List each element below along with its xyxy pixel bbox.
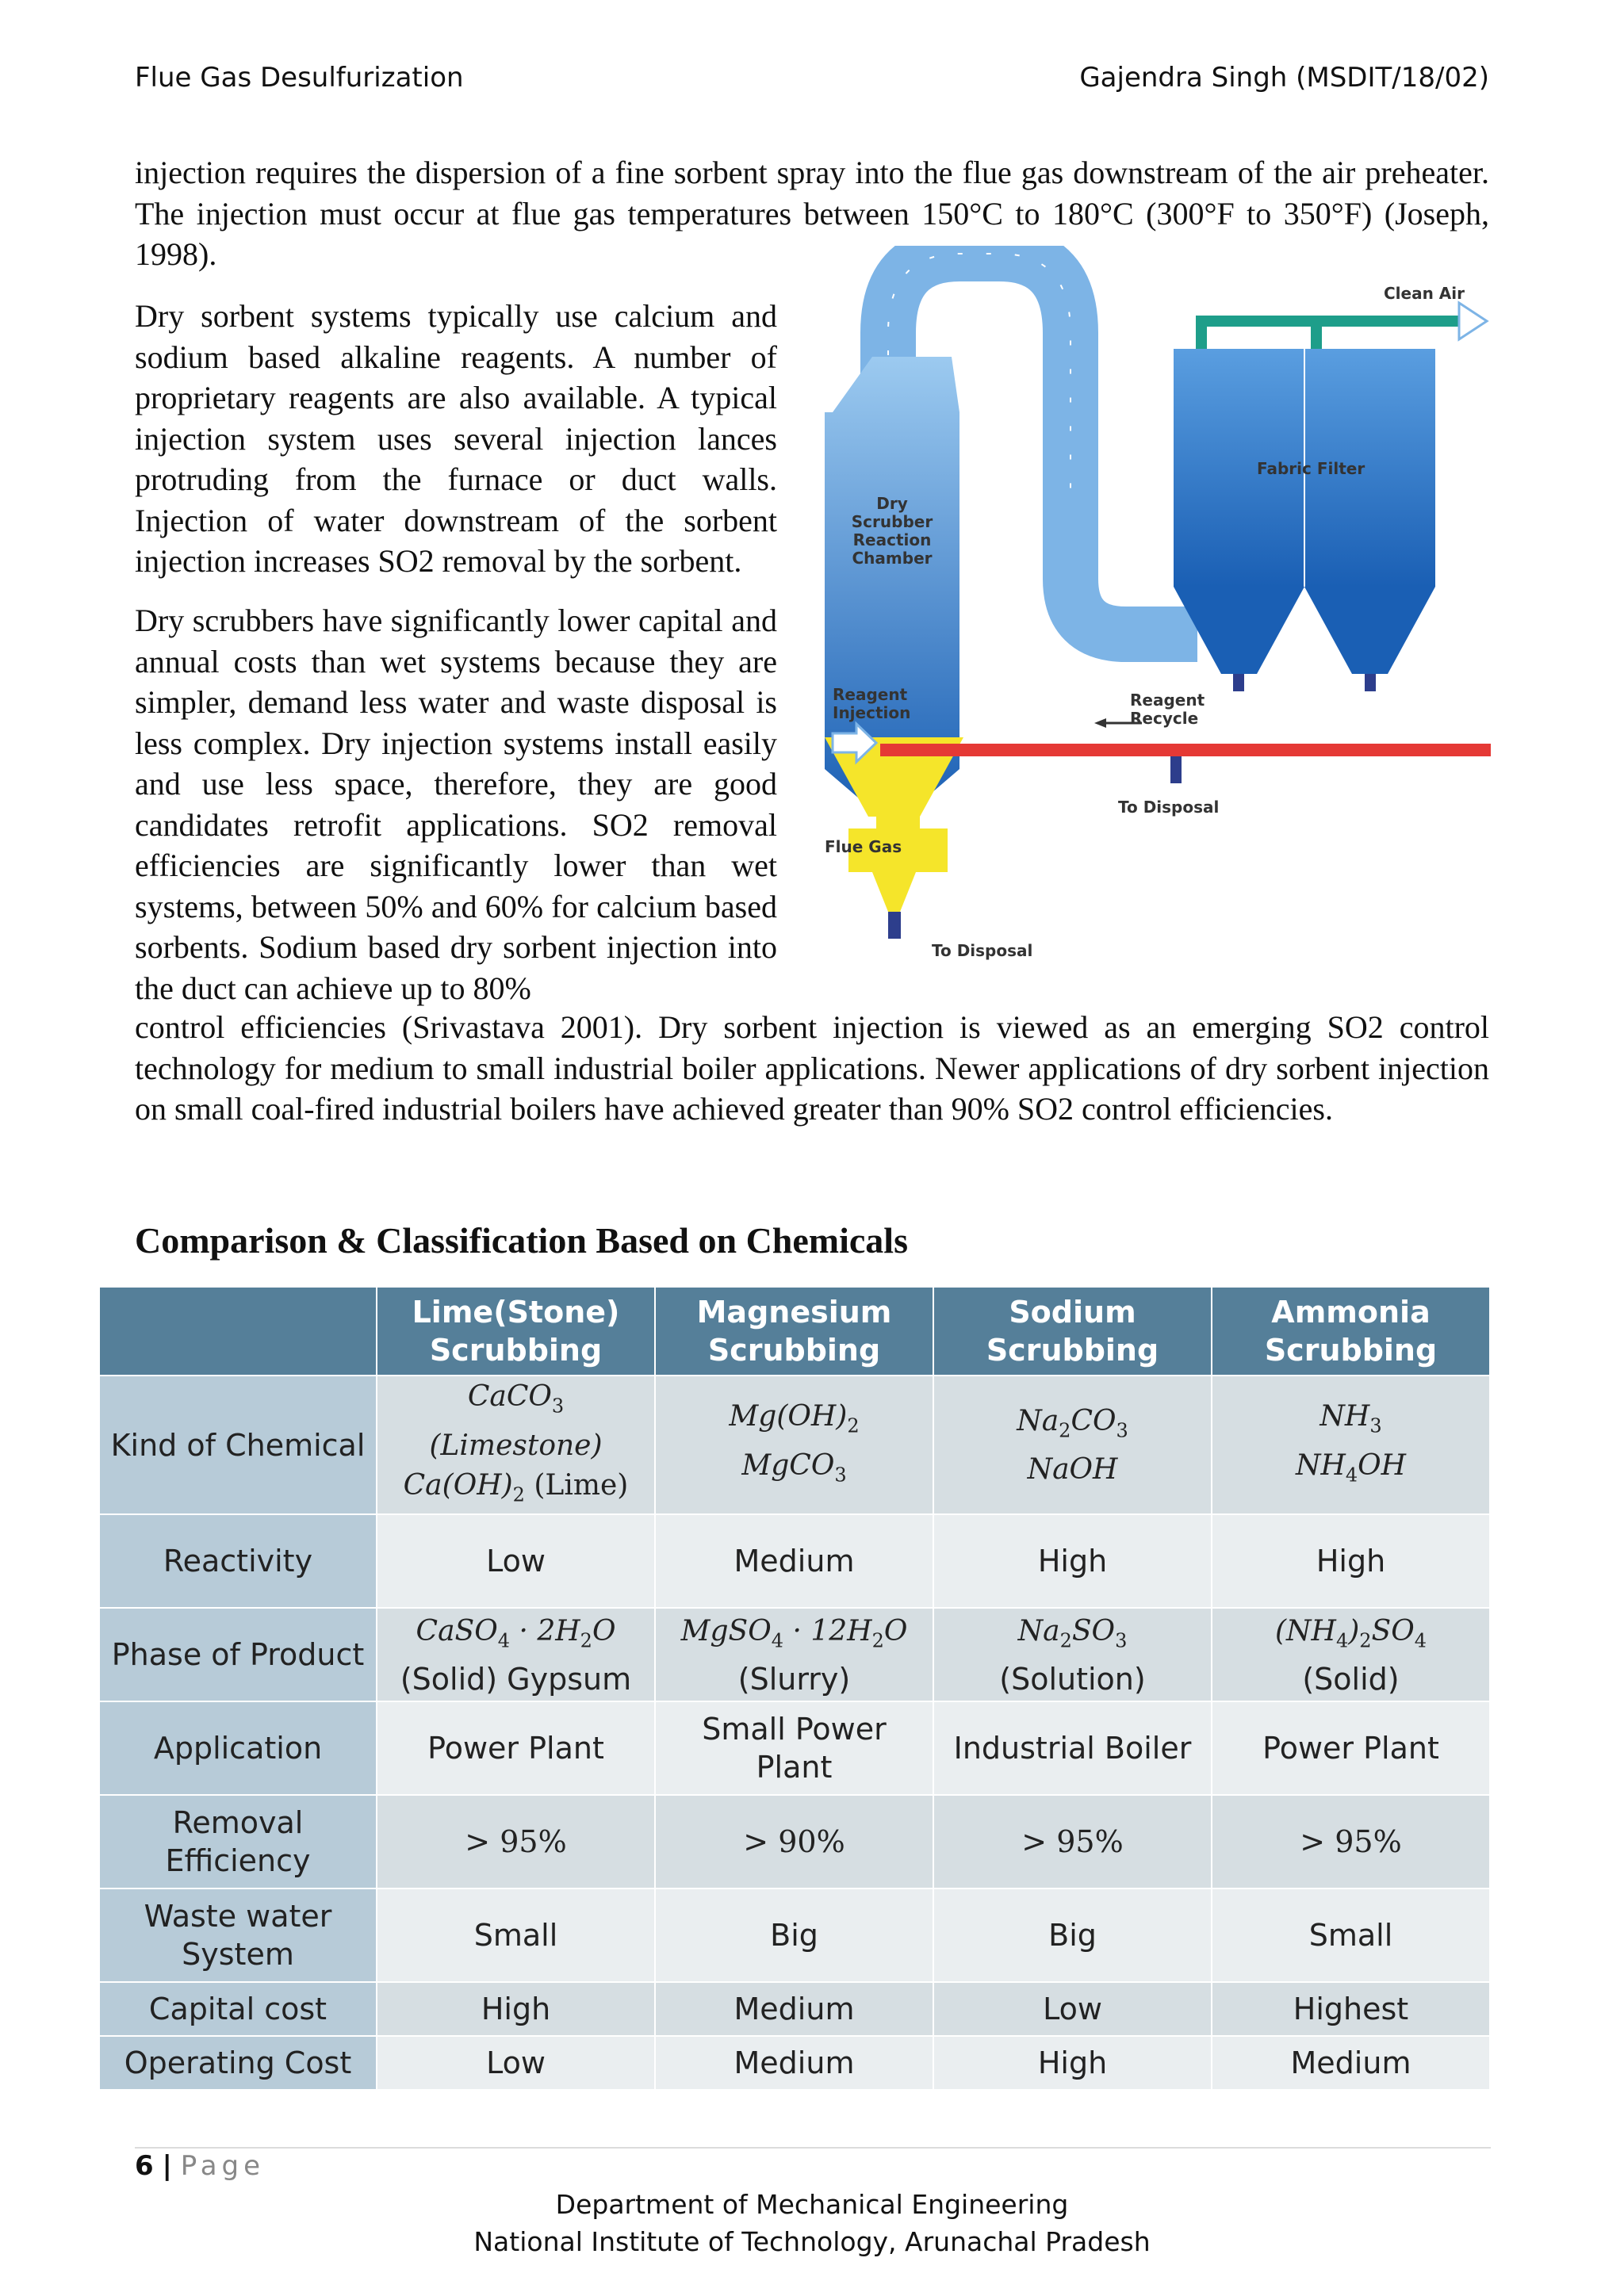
table-cell: > 90% xyxy=(655,1795,933,1888)
table-row xyxy=(99,1795,1490,1888)
row-header: Reactivity xyxy=(99,1514,377,1608)
footer-divider xyxy=(135,2147,1491,2149)
header-empty-cell xyxy=(99,1287,377,1376)
table-row xyxy=(99,1376,1490,1514)
page-number: 6 | Page xyxy=(135,2150,266,2182)
label-reagent-recycle-2: Recycle xyxy=(1130,709,1199,728)
table-cell: $(NH_4)_2SO_4$ (Solid) xyxy=(1212,1608,1490,1701)
table-cell: High xyxy=(933,1514,1212,1608)
header-author: Gajendra Singh (MSDIT/18/02) xyxy=(1079,62,1489,94)
row-header: Phase of Product xyxy=(99,1608,377,1701)
table-cell: Medium xyxy=(655,2036,933,2090)
dry-scrubber-diagram xyxy=(801,246,1491,983)
table-cell: Industrial Boiler xyxy=(933,1701,1212,1795)
label-chamber-3: Reaction xyxy=(852,530,932,549)
table-cell: High xyxy=(377,1982,655,2036)
table-cell: Medium xyxy=(655,1982,933,2036)
label-chamber-1: Dry xyxy=(876,494,908,513)
table-cell: Low xyxy=(377,2036,655,2090)
table-cell: Big xyxy=(933,1888,1212,1982)
row-header: Removal Efficiency xyxy=(99,1795,377,1888)
clean-air-arrow xyxy=(1459,303,1487,339)
label-chamber-2: Scrubber xyxy=(851,512,933,531)
table-cell: Small xyxy=(377,1888,655,1982)
column-header: Sodium Scrubbing xyxy=(933,1287,1212,1376)
table-cell: Low xyxy=(933,1982,1212,2036)
table-cell: > 95% xyxy=(1212,1795,1490,1888)
header-title: Flue Gas Desulfurization xyxy=(135,62,464,94)
label-to-disposal-1: To Disposal xyxy=(1118,798,1220,817)
table-cell: $NH_3$ $NH_4OH$ xyxy=(1212,1376,1490,1514)
table-cell: $Na_2SO_3$ (Solution) xyxy=(933,1608,1212,1701)
column-header: Magnesium Scrubbing xyxy=(655,1287,933,1376)
table-cell: > 95% xyxy=(933,1795,1212,1888)
table-cell: Small xyxy=(1212,1888,1490,1982)
label-reagent-injection-2: Injection xyxy=(833,703,911,722)
row-header: Capital cost xyxy=(99,1982,377,2036)
table-cell: High xyxy=(1212,1514,1490,1608)
table-cell: Highest xyxy=(1212,1982,1490,2036)
table-cell: Medium xyxy=(655,1514,933,1608)
table-cell: MgSO$_4$ · $12H_2O$ (Slurry) xyxy=(655,1608,933,1701)
intro-paragraph: injection requires the dispersion of a fine sorbent spray into the flue gas downstream of the air preheater. The injection must occur at flue gas temperatures between 150°C to 180°C (300°F to 350°F) (Joseph, 1998). xyxy=(135,155,1489,272)
label-fabric-filter: Fabric Filter xyxy=(1257,459,1365,478)
table-cell: Small Power Plant xyxy=(655,1701,933,1795)
table-row xyxy=(99,1982,1490,2036)
table-cell: Power Plant xyxy=(377,1701,655,1795)
paragraph-dry-sorbent: Dry sorbent systems typically use calcium and sodium based alkaline reagents. A number of proprietary reagents are also available. A typical injection system uses several injection lances protruding from the furnace or duct walls. Injection of water downstream of the sorbent injection increases SO2 removal by the sorbent. xyxy=(135,298,777,579)
label-clean-air: Clean Air xyxy=(1384,284,1465,303)
row-header: Operating Cost xyxy=(99,2036,377,2090)
table-cell: Big xyxy=(655,1888,933,1982)
footer-department: Department of Mechanical Engineering xyxy=(555,2189,1069,2220)
column-header: Lime(Stone) Scrubbing xyxy=(377,1287,655,1376)
recycle-pipe xyxy=(880,744,1491,756)
paragraph-dry-scrubbers-cont: control efficiencies (Srivastava 2001). Dry sorbent injection is viewed as an emerging SO2 control technology for medium to small industrial boiler applications. Newer applications of dry sorbent injection on small coal-fired industrial boilers have achieved greater than 90% SO2 control efficiencies. xyxy=(135,1009,1489,1127)
table-cell: Medium xyxy=(1212,2036,1490,2090)
table-cell: CaCO$_3$ (Limestone) $Ca(OH)_2$ (Lime) xyxy=(377,1376,655,1514)
table-cell: Power Plant xyxy=(1212,1701,1490,1795)
label-to-disposal-2: To Disposal xyxy=(932,941,1033,960)
table-cell: Low xyxy=(377,1514,655,1608)
table-header-row xyxy=(99,1287,1490,1376)
table-row xyxy=(99,2036,1490,2090)
label-chamber-4: Chamber xyxy=(852,549,933,568)
row-header: Kind of Chemical xyxy=(99,1376,377,1514)
footer-institute: National Institute of Technology, Arunachal Pradesh xyxy=(473,2226,1151,2257)
table-cell: $Mg(OH)_2$ MgCO$_3$ xyxy=(655,1376,933,1514)
section-heading: Comparison & Classification Based on Chemicals xyxy=(135,1220,908,1261)
table-row xyxy=(99,1888,1490,1982)
row-header: Waste water System xyxy=(99,1888,377,1982)
label-reagent-injection-1: Reagent xyxy=(833,685,908,704)
table-cell: $Na_2CO_3$ NaOH xyxy=(933,1376,1212,1514)
table-cell: CaSO$_4$ · $2H_2O$ (Solid) Gypsum xyxy=(377,1608,655,1701)
table-row xyxy=(99,1701,1490,1795)
comparison-table xyxy=(98,1286,1491,2091)
row-header: Application xyxy=(99,1701,377,1795)
paragraph-dry-scrubbers: Dry scrubbers have significantly lower capital and annual costs than wet systems because they are simpler, demand less water and waste disposal is less complex. Dry injection systems install easily and use less space, therefore, they are good candidates retrofit applications. SO2 removal efficiencies are significantly lower than wet systems, between 50% and 60% for calcium based sorbents. Sodium based dry sorbent injection into the duct can achieve up to 80% xyxy=(135,603,777,1006)
clean-air-pipe xyxy=(1201,321,1459,349)
column-header: Ammonia Scrubbing xyxy=(1212,1287,1490,1376)
table-cell: > 95% xyxy=(377,1795,655,1888)
table-row xyxy=(99,1514,1490,1608)
label-reagent-recycle-1: Reagent xyxy=(1130,691,1205,710)
table-row xyxy=(99,1608,1490,1701)
table-cell: High xyxy=(933,2036,1212,2090)
label-flue-gas: Flue Gas xyxy=(825,837,902,856)
